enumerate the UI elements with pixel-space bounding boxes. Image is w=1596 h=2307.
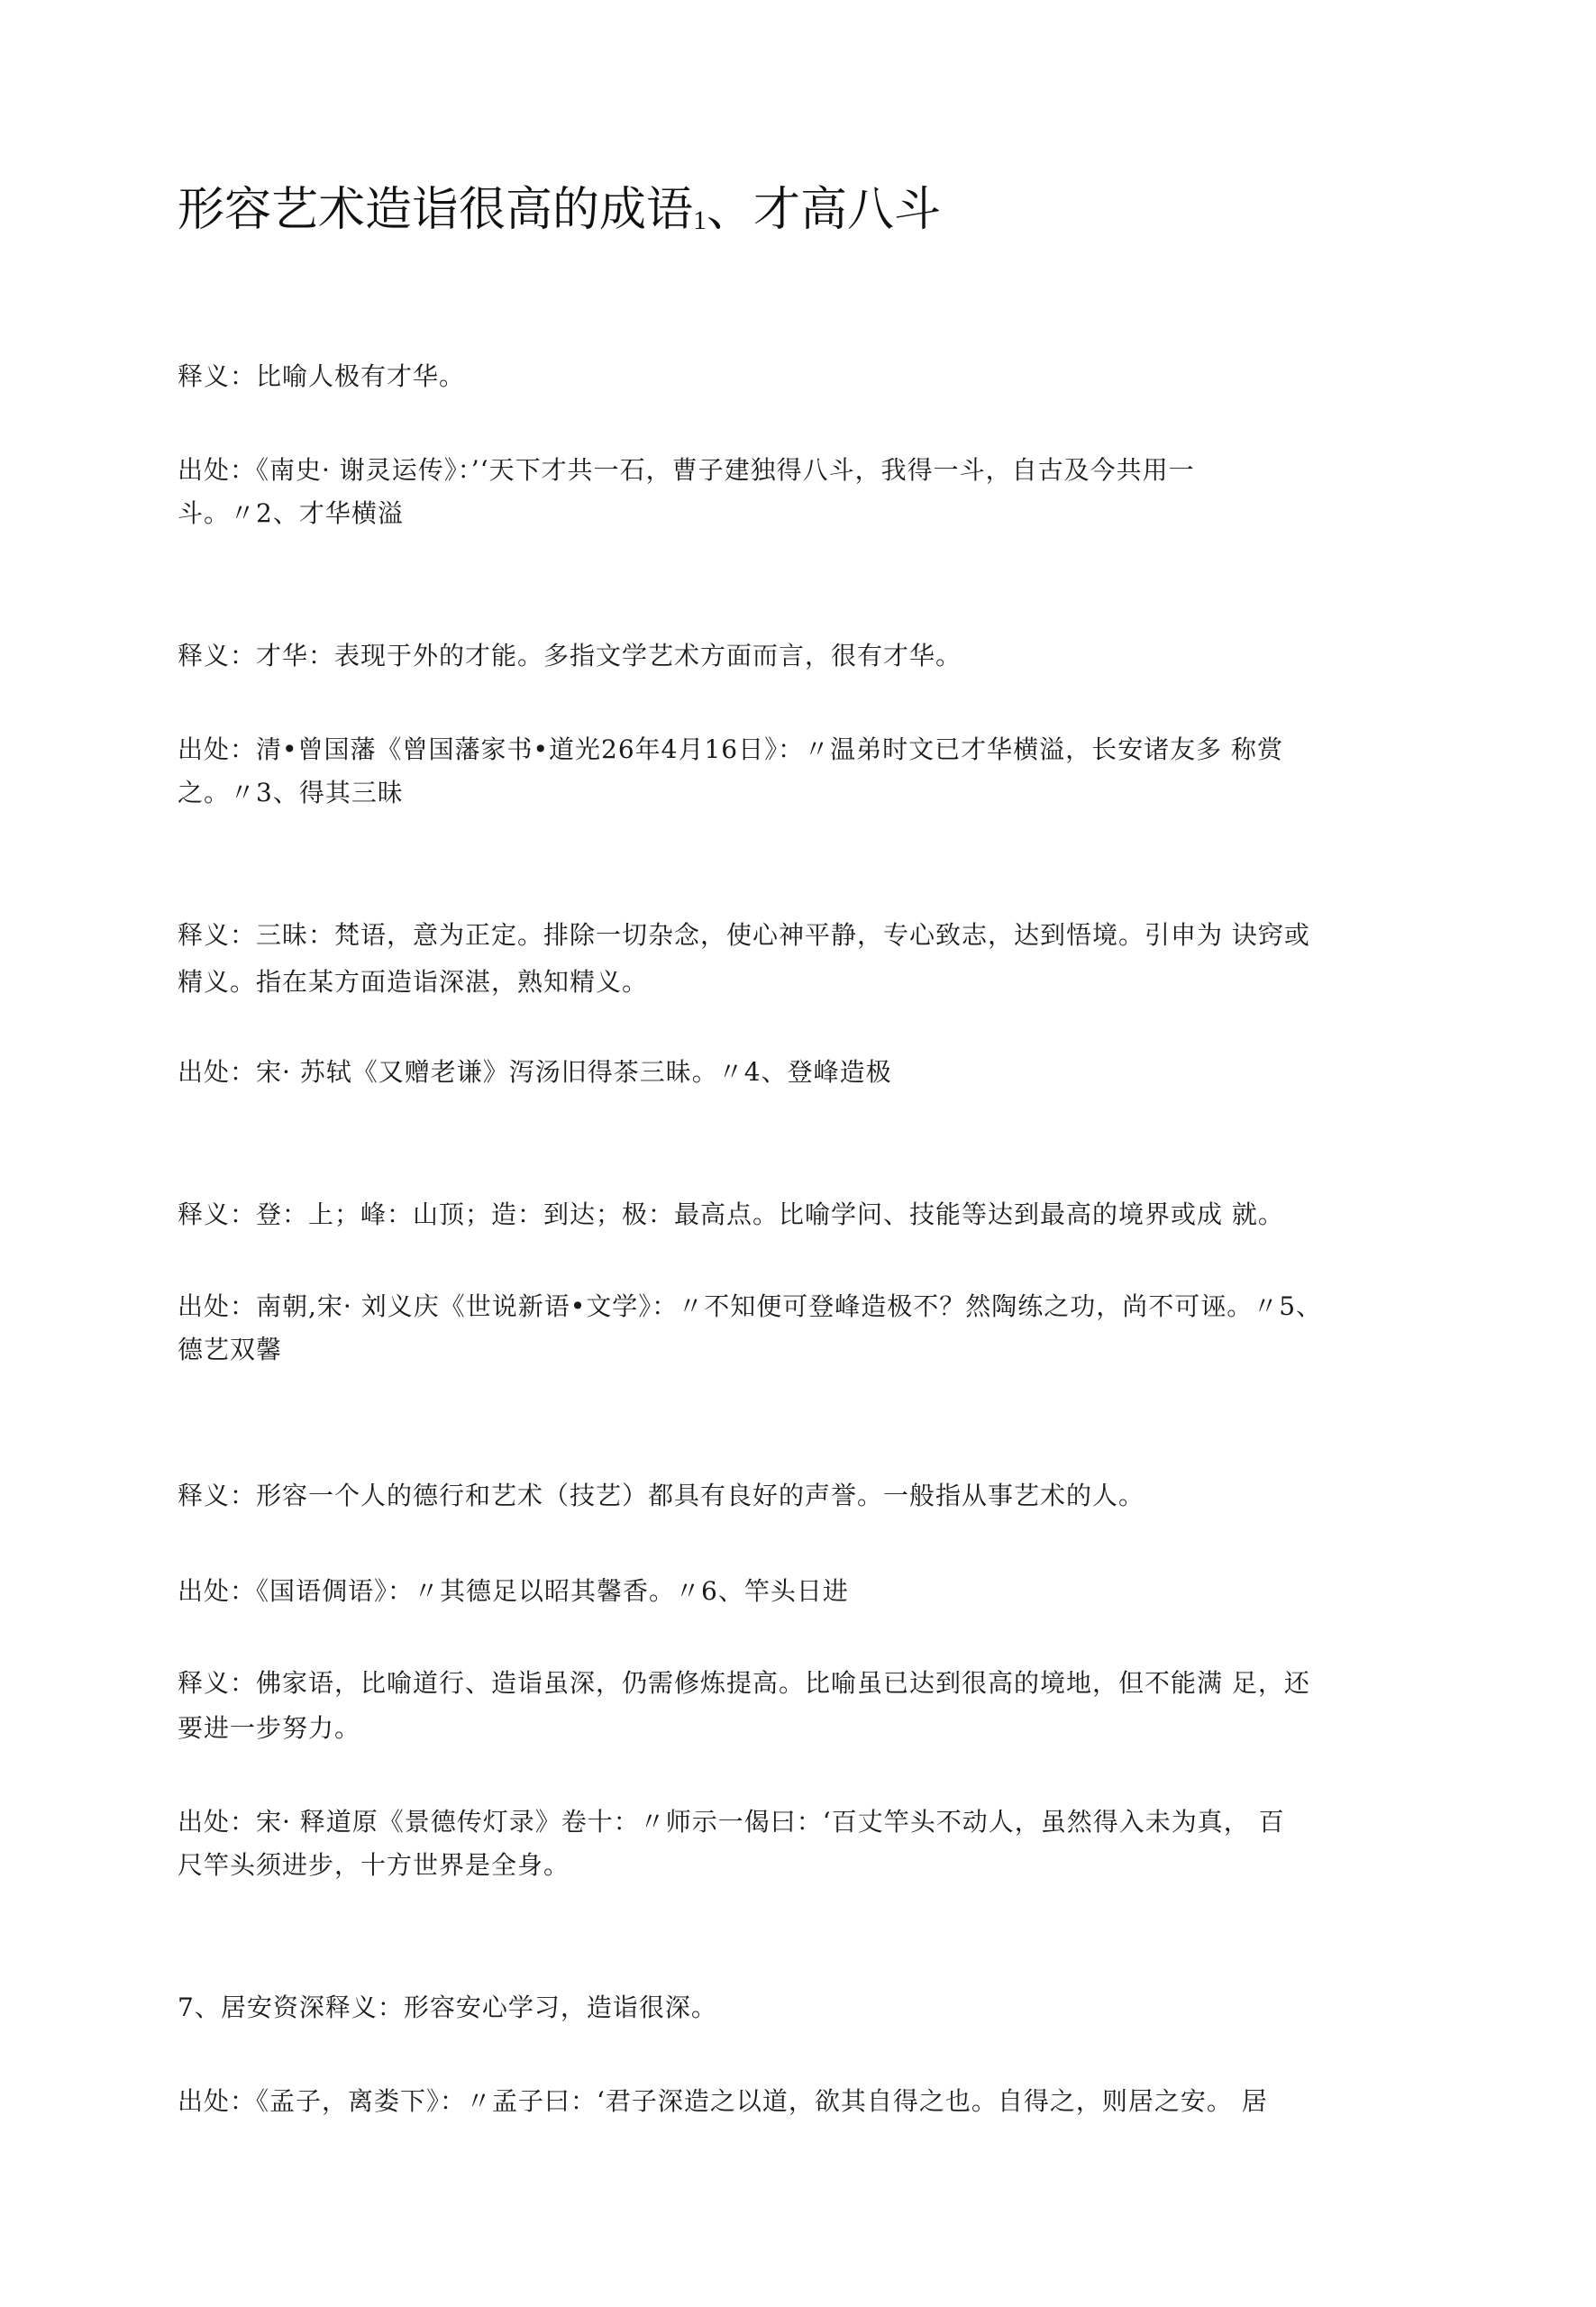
idiom-6-definition-line-2: 要进一步努力。 — [178, 1713, 361, 1743]
idiom-4-definition: 释义：登：上；峰：山顶；造：到达；极：最高点。比喻学问、技能等达到最高的境界或成 就。 — [178, 1199, 1284, 1229]
title-rest: 、才高八斗 — [707, 183, 942, 237]
idiom-6-source-line-2: 尺竿头须进步，十方世界是全身。 — [178, 1850, 570, 1880]
idiom-4-source-line-1: 出处：南朝,宋· 刘义庆《世说新语•文学》：〃不知便可登峰造极不？然陶练之功，尚不可诬。〃5、 — [178, 1291, 1323, 1321]
idiom-2-definition: 释义：才华：表现于外的才能。多指文学艺术方面而言，很有才华。 — [178, 641, 962, 670]
idiom-7-source: 出处：《孟子，离娄下》：〃孟子曰：‘君子深造之以道，欲其自得之也。自得之，则居之安。 居 — [178, 2086, 1268, 2116]
idiom-2-source-line-2: 之。〃3、得其三昧 — [178, 778, 404, 807]
idiom-2-source-line-1: 出处：清•曾国藩《曾国藩家书•道光26年4月16日》：〃温弟时文已才华横溢，长安诸友多 称赏 — [178, 734, 1284, 764]
idiom-3-definition-line-1: 释义：三昧：梵语，意为正定。排除一切杂念，使心神平静，专心致志，达到悟境。引申为 诀窍或 — [178, 920, 1310, 950]
document-title — [178, 178, 941, 252]
idiom-1-source-line-1: 出处：《南史· 谢灵运传》：’‘天下才共一石，曹子建独得八斗，我得一斗，自古及今共用一 — [178, 455, 1195, 485]
idiom-7-heading-definition: 7、居安资深释义：形容安心学习，造诣很深。 — [178, 1992, 717, 2022]
idiom-6-definition-line-1: 释义：佛家语，比喻道行、造诣虽深，仍需修炼提高。比喻虽已达到很高的境地，但不能满 足，还 — [178, 1668, 1310, 1698]
title-number: 1 — [693, 205, 707, 235]
title-main: 形容艺术造诣很高的成语 — [178, 183, 694, 237]
idiom-5-source: 出处：《国语倜语》：〃其德足以昭其馨香。〃6、竿头日进 — [178, 1576, 849, 1606]
idiom-1-definition: 释义：比喻人极有才华。 — [178, 361, 466, 391]
idiom-3-source: 出处：宋· 苏轼《又赠老谦》泻汤旧得茶三昧。〃4、登峰造极 — [178, 1057, 892, 1087]
idiom-6-source-line-1: 出处：宋· 释道原《景德传灯录》卷十：〃师示一偈曰：‘百丈竿头不动人，虽然得入未为真， 百 — [178, 1807, 1285, 1837]
idiom-1-source-line-2: 斗。〃2、才华横溢 — [178, 498, 404, 528]
idiom-3-definition-line-2: 精义。指在某方面造诣深湛，熟知精义。 — [178, 967, 649, 997]
idiom-4-source-line-2: 德艺双馨 — [178, 1335, 283, 1364]
idiom-5-definition: 释义：形容一个人的德行和艺术（技艺）都具有良好的声誉。一般指从事艺术的人。 — [178, 1481, 1145, 1510]
